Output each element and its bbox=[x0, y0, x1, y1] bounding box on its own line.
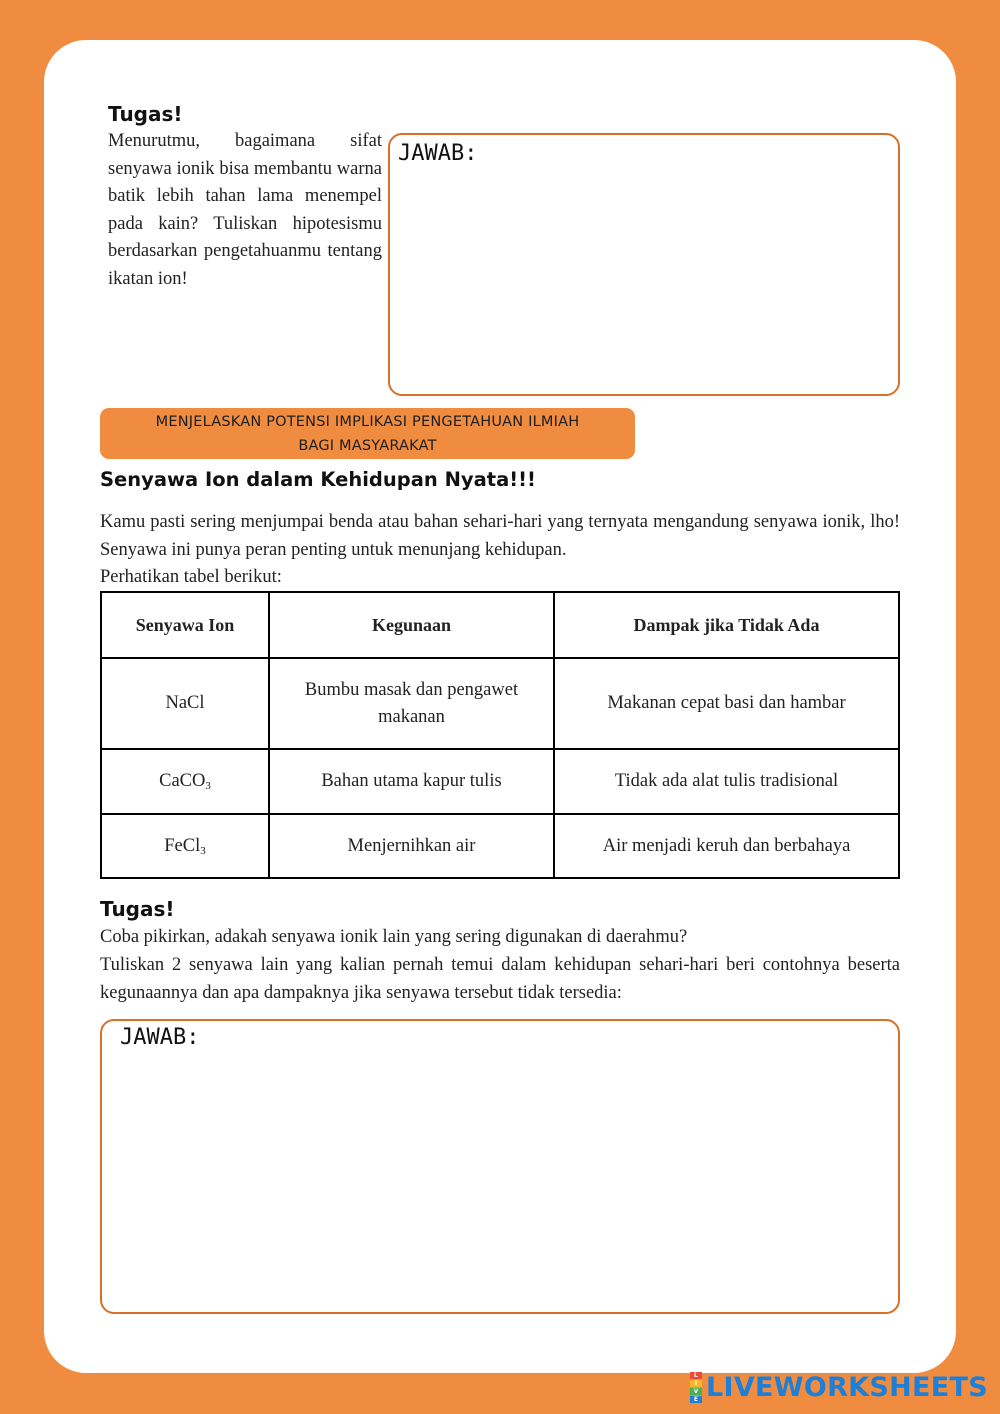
table-row bbox=[101, 814, 899, 878]
compound-cell: NaCl bbox=[101, 658, 269, 749]
table-row bbox=[101, 749, 899, 814]
table-row bbox=[101, 658, 899, 749]
section-badge bbox=[100, 408, 635, 459]
liveworksheets-logo-text: LIVEWORKSHEETS bbox=[705, 1372, 988, 1403]
task1-title: Tugas! bbox=[108, 102, 183, 126]
section-badge-line1: MENJELASKAN POTENSI IMPLIKASI PENGETAHUAN ILMIAH bbox=[155, 414, 580, 430]
header-impact: Dampak jika Tidak Ada bbox=[554, 592, 899, 658]
liveworksheets-logo bbox=[690, 1372, 988, 1403]
answer-label: JAWAB: bbox=[120, 1025, 200, 1050]
task1-question: Menurutmu, bagaimana sifat senyawa ionik bisa membantu warna batik lebih tahan lama menempel pada kain? Tuliskan hipotesismu berdasarkan pengetahuanmu tentang ikatan ion! bbox=[108, 131, 382, 289]
intro-paragraph: Kamu pasti sering menjumpai benda atau bahan sehari-hari yang ternyata mengandung senyawa ionik, lho! Senyawa ini punya peran penting untuk menunjang kehidupan. bbox=[100, 512, 900, 560]
use-cell: Bumbu masak dan pengawet makanan bbox=[269, 658, 554, 749]
table-intro: Perhatikan tabel berikut: bbox=[100, 567, 282, 587]
impact-cell: Tidak ada alat tulis tradisional bbox=[554, 749, 899, 814]
use-cell: Bahan utama kapur tulis bbox=[269, 749, 554, 814]
task2-question-line1: Coba pikirkan, adakah senyawa ionik lain yang sering digunakan di daerahmu? bbox=[100, 927, 688, 947]
compound-cell: CaCO$_3$ bbox=[101, 749, 269, 814]
section-heading: Senyawa Ion dalam Kehidupan Nyata!!! bbox=[100, 468, 536, 491]
liveworksheets-logo-icon: L I V E bbox=[690, 1372, 702, 1403]
answer-label: JAWAB: bbox=[398, 141, 478, 166]
section-badge-line2: BAGI MASYARAKAT bbox=[298, 438, 437, 454]
task2-question-line2: Tuliskan 2 senyawa lain yang kalian pernah temui dalam kehidupan sehari-hari beri contohnya beserta kegunaannya dan apa dampaknya jika senyawa tersebut tidak tersedia: bbox=[100, 955, 900, 1003]
answer-box-1[interactable] bbox=[388, 133, 900, 396]
impact-cell: Makanan cepat basi dan hambar bbox=[554, 658, 899, 749]
table-header-row bbox=[101, 592, 899, 658]
header-compound: Senyawa Ion bbox=[101, 592, 269, 658]
compound-table bbox=[100, 591, 900, 879]
compound-cell: FeCl$_3$ bbox=[101, 814, 269, 878]
task2-title: Tugas! bbox=[100, 897, 175, 921]
use-cell: Menjernihkan air bbox=[269, 814, 554, 878]
header-use: Kegunaan bbox=[269, 592, 554, 658]
answer-box-2[interactable] bbox=[100, 1019, 900, 1314]
impact-cell: Air menjadi keruh dan berbahaya bbox=[554, 814, 899, 878]
